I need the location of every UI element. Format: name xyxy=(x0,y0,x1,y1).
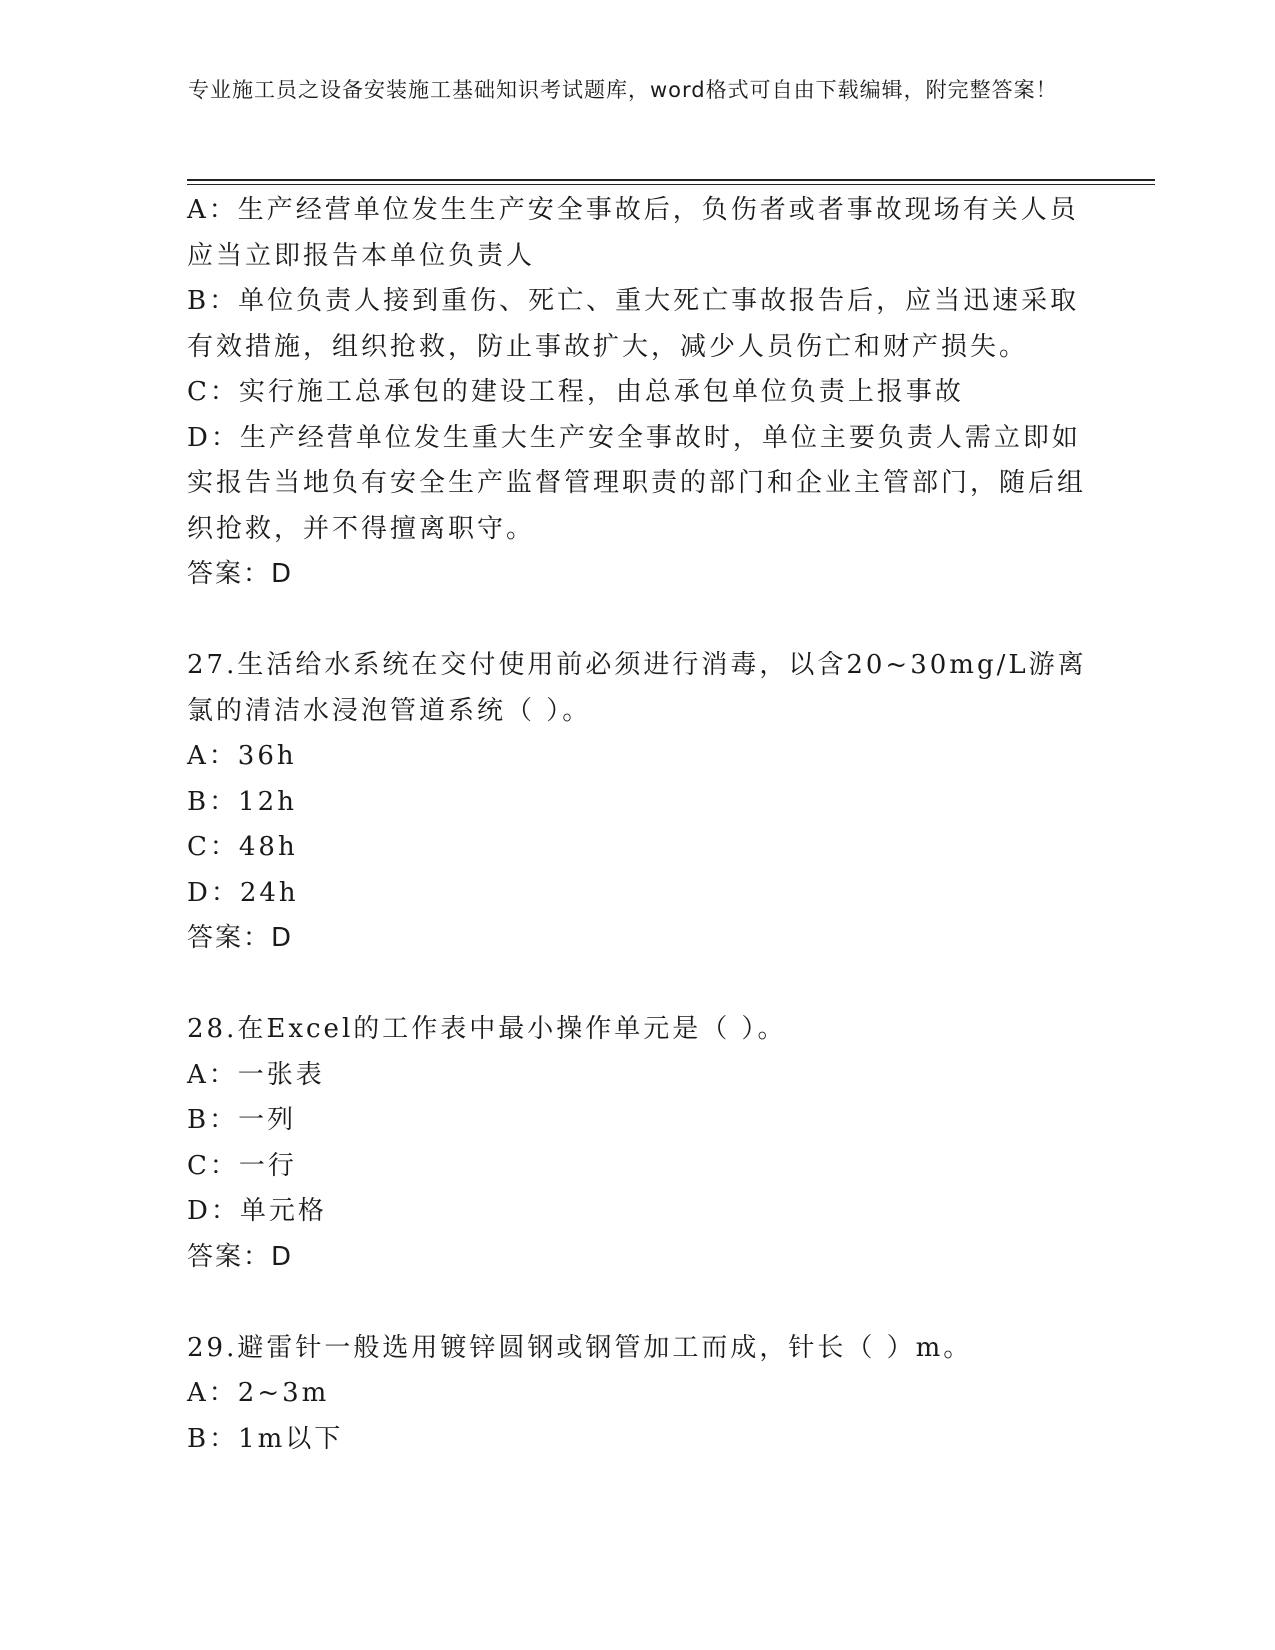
option-c: C：一行 xyxy=(187,1150,297,1181)
spacer xyxy=(187,962,1087,1008)
answer: 答案：D xyxy=(187,923,294,953)
option-b: B：1m以下 xyxy=(187,1423,344,1454)
option-a: A：一张表 xyxy=(187,1059,325,1090)
option-b: B：一列 xyxy=(187,1105,297,1135)
question-content xyxy=(187,188,1087,1462)
spacer xyxy=(187,598,1087,644)
header-divider-thick xyxy=(187,179,1155,181)
option-c: C：实行施工总承包的建设工程，由总承包单位负责上报事故 xyxy=(187,377,964,407)
option-c: C：48h xyxy=(187,832,298,862)
question-26-continued xyxy=(187,188,1087,598)
option-d: D：24h xyxy=(187,877,299,908)
header-divider-thin xyxy=(187,184,1155,185)
option-b: B：12h xyxy=(187,786,297,817)
option-a: A：36h xyxy=(187,741,297,771)
option-a: A：生产经营单位发生生产安全事故后，负伤者或者事故现场有关人员应当立即报告本单位负责人 xyxy=(187,195,1079,271)
question-stem: 27.生活给水系统在交付使用前必须进行消毒，以含20~30mg/L游离氯的清洁水浸泡管道系统（ ）。 xyxy=(187,650,1087,726)
question-27 xyxy=(187,643,1087,962)
page-header: 专业施工员之设备安装施工基础知识考试题库，word格式可自由下载编辑，附完整答案！ xyxy=(188,78,1058,102)
question-stem: 28.在Excel的工作表中最小操作单元是（ ）。 xyxy=(187,1014,787,1044)
spacer xyxy=(187,1280,1087,1326)
question-stem: 29.避雷针一般选用镀锌圆钢或钢管加工而成，针长（ ）m。 xyxy=(187,1332,973,1363)
option-b: B：单位负责人接到重伤、死亡、重大死亡事故报告后，应当迅速采取有效措施，组织抢救，防止事故扩大，减少人员伤亡和财产损失。 xyxy=(187,286,1080,362)
question-29 xyxy=(187,1326,1087,1463)
option-a: A：2~3m xyxy=(187,1378,330,1408)
answer: 答案：D xyxy=(187,1241,294,1272)
option-d: D：单元格 xyxy=(187,1196,327,1226)
answer: 答案：D xyxy=(187,559,294,589)
option-d: D：生产经营单位发生重大生产安全事故时，单位主要负责人需立即如实报告当地负有安全生产监督管理职责的部门和企业主管部门，随后组织抢救，并不得擅离职守。 xyxy=(187,422,1087,544)
question-28 xyxy=(187,1007,1087,1280)
